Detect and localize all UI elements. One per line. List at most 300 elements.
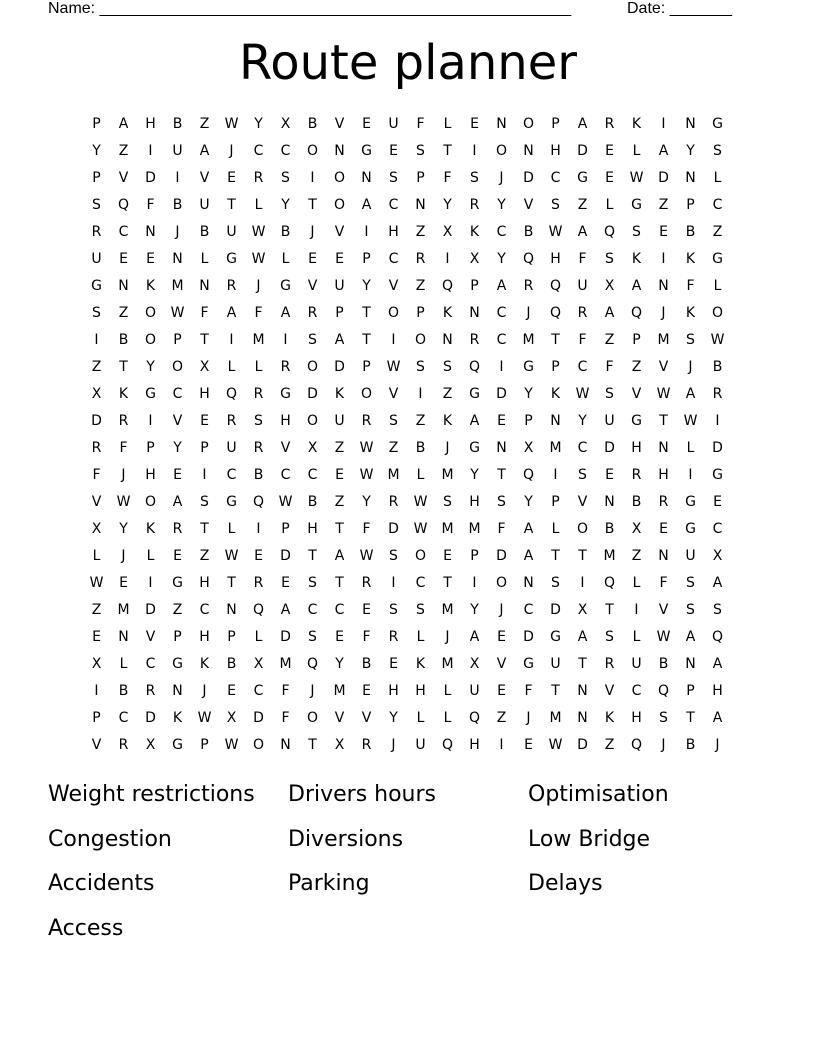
grid-letter: X: [523, 440, 534, 456]
grid-letter: L: [686, 440, 695, 456]
grid-letter: O: [306, 143, 319, 159]
grid-letter: R: [361, 575, 372, 591]
grid-letter: P: [470, 548, 479, 564]
grid-letter: G: [226, 251, 237, 267]
grid-letter: H: [199, 575, 210, 591]
grid-letter: V: [91, 494, 102, 510]
grid-letter: N: [577, 710, 588, 726]
grid-letter: A: [577, 224, 588, 240]
word-list-item: Accidents: [48, 871, 155, 896]
grid-letter: J: [661, 737, 666, 753]
grid-letter: J: [445, 440, 450, 456]
grid-letter: S: [389, 170, 398, 186]
grid-letter: U: [226, 440, 237, 456]
grid-letter: A: [118, 116, 129, 132]
grid-letter: H: [658, 467, 669, 483]
grid-letter: I: [688, 467, 693, 483]
grid-letter: N: [145, 224, 156, 240]
grid-letter: B: [307, 116, 318, 132]
grid-letter: Q: [549, 278, 562, 294]
grid-letter: V: [307, 278, 318, 294]
grid-letter: T: [578, 548, 587, 564]
grid-letter: L: [254, 197, 263, 213]
grid-letter: P: [470, 278, 479, 294]
grid-letter: G: [685, 494, 696, 510]
grid-letter: B: [280, 224, 291, 240]
grid-letter: S: [308, 629, 317, 645]
grid-letter: V: [361, 710, 372, 726]
grid-letter: P: [686, 197, 695, 213]
grid-letter: I: [445, 251, 450, 267]
grid-letter: T: [443, 143, 452, 159]
grid-letter: G: [361, 143, 372, 159]
grid-letter: I: [229, 332, 234, 348]
grid-letter: O: [144, 332, 157, 348]
grid-letter: M: [468, 521, 481, 537]
grid-letter: W: [386, 359, 401, 375]
grid-letter: W: [278, 494, 293, 510]
word-list-item: Access: [48, 915, 124, 941]
grid-letter: C: [118, 224, 129, 240]
letter-grid: [83, 111, 731, 759]
grid-letter: I: [472, 575, 477, 591]
grid-letter: Q: [468, 710, 481, 726]
grid-letter: Q: [252, 602, 265, 618]
grid-letter: S: [416, 359, 425, 375]
grid-letter: M: [441, 656, 454, 672]
grid-letter: X: [442, 224, 453, 240]
grid-letter: H: [469, 737, 480, 753]
grid-letter: T: [200, 332, 209, 348]
grid-letter: F: [146, 197, 155, 213]
grid-letter: S: [632, 224, 641, 240]
grid-letter: B: [253, 467, 264, 483]
grid-letter: Y: [470, 467, 479, 483]
grid-letter: Y: [254, 116, 263, 132]
grid-letter: A: [280, 602, 291, 618]
grid-letter: N: [469, 305, 480, 321]
grid-letter: W: [710, 332, 725, 348]
grid-letter: S: [713, 143, 722, 159]
grid-letter: E: [524, 737, 533, 753]
grid-letter: I: [148, 413, 153, 429]
grid-letter: W: [224, 548, 239, 564]
grid-letter: V: [631, 386, 642, 402]
grid-letter: N: [658, 440, 669, 456]
grid-letter: J: [526, 305, 531, 321]
grid-letter: D: [604, 440, 615, 456]
grid-letter: E: [119, 575, 128, 591]
grid-letter: C: [496, 332, 507, 348]
grid-letter: N: [280, 737, 291, 753]
grid-letter: Z: [172, 602, 183, 618]
grid-letter: C: [253, 143, 264, 159]
grid-letter: N: [496, 440, 507, 456]
grid-letter: K: [415, 656, 426, 672]
grid-letter: N: [172, 251, 183, 267]
grid-letter: S: [605, 386, 614, 402]
grid-letter: U: [631, 656, 642, 672]
grid-letter: C: [577, 440, 588, 456]
grid-letter: F: [497, 521, 506, 537]
grid-letter: P: [92, 710, 101, 726]
grid-letter: D: [496, 386, 507, 402]
grid-letter: B: [199, 224, 210, 240]
grid-letter: Z: [631, 548, 642, 564]
grid-letter: X: [469, 656, 480, 672]
grid-letter: X: [253, 656, 264, 672]
grid-letter: Y: [443, 197, 452, 213]
grid-letter: T: [497, 467, 506, 483]
grid-letter: N: [442, 332, 453, 348]
grid-letter: D: [145, 710, 156, 726]
grid-letter: V: [334, 116, 345, 132]
grid-letter: W: [656, 629, 671, 645]
word-list-item: Parking: [288, 871, 370, 896]
grid-letter: E: [335, 467, 344, 483]
grid-letter: D: [577, 143, 588, 159]
grid-letter: G: [172, 656, 183, 672]
grid-letter: A: [199, 143, 210, 159]
grid-letter: I: [148, 143, 153, 159]
grid-letter: C: [712, 197, 723, 213]
grid-letter: Y: [470, 602, 479, 618]
grid-letter: B: [523, 224, 534, 240]
grid-letter: B: [685, 737, 696, 753]
grid-letter: J: [499, 602, 504, 618]
word-list-item: Diversions: [288, 826, 404, 852]
grid-letter: Q: [630, 305, 643, 321]
grid-letter: B: [172, 116, 183, 132]
grid-letter: C: [712, 521, 723, 537]
grid-letter: T: [551, 332, 560, 348]
grid-letter: S: [470, 170, 479, 186]
grid-letter: O: [711, 305, 724, 321]
grid-letter: F: [416, 116, 425, 132]
grid-letter: V: [334, 224, 345, 240]
grid-letter: S: [686, 602, 695, 618]
grid-letter: R: [388, 629, 399, 645]
grid-letter: T: [119, 359, 128, 375]
grid-letter: S: [389, 413, 398, 429]
grid-letter: B: [118, 683, 129, 699]
grid-letter: F: [362, 521, 371, 537]
grid-letter: X: [91, 521, 102, 537]
grid-letter: X: [199, 359, 210, 375]
grid-letter: D: [253, 710, 264, 726]
grid-letter: J: [121, 467, 126, 483]
grid-letter: K: [685, 251, 696, 267]
grid-letter: A: [712, 710, 723, 726]
grid-letter: M: [549, 440, 562, 456]
grid-letter: K: [199, 656, 210, 672]
grid-letter: J: [499, 170, 504, 186]
grid-letter: Z: [199, 548, 210, 564]
grid-letter: T: [551, 683, 560, 699]
grid-letter: W: [548, 737, 563, 753]
grid-letter: P: [227, 629, 236, 645]
grid-letter: E: [362, 116, 371, 132]
grid-letter: I: [553, 467, 558, 483]
grid-letter: R: [604, 116, 615, 132]
grid-letter: Q: [306, 656, 319, 672]
grid-letter: S: [254, 413, 263, 429]
grid-letter: L: [254, 629, 263, 645]
grid-letter: L: [443, 710, 452, 726]
grid-letter: G: [280, 278, 291, 294]
grid-letter: R: [118, 737, 129, 753]
grid-letter: L: [227, 521, 236, 537]
grid-letter: T: [659, 413, 668, 429]
grid-letter: W: [359, 467, 374, 483]
grid-letter: D: [523, 629, 534, 645]
grid-letter: J: [229, 143, 234, 159]
grid-letter: X: [145, 737, 156, 753]
grid-letter: W: [89, 575, 104, 591]
grid-letter: K: [469, 224, 480, 240]
grid-letter: Y: [497, 251, 506, 267]
grid-letter: V: [334, 710, 345, 726]
grid-letter: I: [472, 143, 477, 159]
grid-letter: K: [118, 386, 129, 402]
grid-letter: P: [632, 332, 641, 348]
grid-letter: A: [469, 629, 480, 645]
grid-letter: D: [91, 413, 102, 429]
grid-letter: Q: [117, 197, 130, 213]
grid-letter: O: [171, 359, 184, 375]
grid-letter: T: [308, 548, 317, 564]
grid-letter: S: [416, 602, 425, 618]
grid-letter: T: [443, 575, 452, 591]
grid-letter: W: [683, 413, 698, 429]
grid-letter: Q: [522, 467, 535, 483]
grid-letter: T: [362, 305, 371, 321]
grid-letter: P: [173, 332, 182, 348]
grid-letter: W: [629, 170, 644, 186]
grid-letter: L: [146, 548, 155, 564]
grid-letter: F: [524, 683, 533, 699]
grid-letter: K: [145, 521, 156, 537]
name-field-label: Name: _____________________________________________________: [48, 0, 572, 17]
grid-letter: K: [334, 386, 345, 402]
grid-letter: C: [523, 602, 534, 618]
grid-letter: T: [362, 332, 371, 348]
grid-letter: M: [279, 656, 292, 672]
grid-letter: E: [200, 413, 209, 429]
grid-letter: V: [118, 170, 129, 186]
grid-letter: B: [118, 332, 129, 348]
grid-letter: G: [712, 116, 723, 132]
grid-letter: Y: [92, 143, 101, 159]
grid-letter: V: [388, 278, 399, 294]
grid-letter: V: [658, 602, 669, 618]
grid-letter: H: [199, 386, 210, 402]
grid-letter: I: [580, 575, 585, 591]
grid-letter: H: [199, 629, 210, 645]
grid-letter: Y: [686, 143, 695, 159]
grid-letter: N: [523, 575, 534, 591]
grid-letter: F: [443, 170, 452, 186]
grid-letter: V: [172, 413, 183, 429]
grid-letter: P: [200, 440, 209, 456]
grid-letter: L: [632, 629, 641, 645]
grid-letter: I: [661, 116, 666, 132]
grid-letter: C: [577, 359, 588, 375]
grid-letter: E: [281, 575, 290, 591]
grid-letter: R: [253, 575, 264, 591]
grid-letter: Z: [604, 332, 615, 348]
grid-letter: L: [632, 143, 641, 159]
grid-letter: G: [685, 521, 696, 537]
grid-letter: G: [172, 737, 183, 753]
grid-letter: F: [578, 251, 587, 267]
date-field-label: Date: _______: [627, 0, 732, 17]
grid-letter: F: [659, 575, 668, 591]
grid-letter: A: [496, 278, 507, 294]
grid-letter: A: [631, 278, 642, 294]
grid-letter: O: [333, 197, 346, 213]
grid-letter: U: [415, 737, 426, 753]
grid-letter: T: [605, 602, 614, 618]
grid-letter: A: [172, 494, 183, 510]
grid-letter: N: [172, 683, 183, 699]
grid-letter: C: [496, 305, 507, 321]
grid-letter: D: [523, 170, 534, 186]
grid-letter: R: [415, 251, 426, 267]
grid-letter: E: [173, 548, 182, 564]
grid-letter: W: [548, 224, 563, 240]
grid-letter: R: [577, 305, 588, 321]
grid-letter: L: [254, 359, 263, 375]
grid-letter: J: [310, 683, 315, 699]
grid-letter: G: [469, 386, 480, 402]
grid-letter: R: [253, 386, 264, 402]
grid-letter: V: [145, 629, 156, 645]
grid-letter: T: [200, 521, 209, 537]
grid-letter: Z: [118, 305, 129, 321]
grid-letter: J: [661, 305, 666, 321]
grid-letter: N: [685, 116, 696, 132]
grid-letter: S: [389, 602, 398, 618]
grid-letter: U: [577, 278, 588, 294]
grid-letter: Z: [712, 224, 723, 240]
grid-letter: R: [469, 197, 480, 213]
grid-letter: T: [227, 197, 236, 213]
grid-letter: I: [418, 386, 423, 402]
grid-letter: F: [362, 629, 371, 645]
grid-letter: K: [145, 278, 156, 294]
grid-letter: L: [227, 359, 236, 375]
grid-letter: R: [145, 683, 156, 699]
grid-letter: H: [145, 116, 156, 132]
grid-letter: X: [91, 656, 102, 672]
grid-letter: K: [631, 251, 642, 267]
grid-letter: T: [335, 575, 344, 591]
grid-letter: F: [92, 467, 101, 483]
grid-letter: P: [146, 440, 155, 456]
grid-letter: D: [280, 629, 291, 645]
grid-letter: N: [496, 116, 507, 132]
grid-letter: W: [413, 494, 428, 510]
grid-letter: R: [226, 413, 237, 429]
grid-letter: S: [605, 629, 614, 645]
grid-letter: P: [416, 305, 425, 321]
grid-letter: G: [145, 386, 156, 402]
grid-letter: M: [603, 548, 616, 564]
grid-letter: S: [443, 494, 452, 510]
grid-letter: I: [94, 332, 99, 348]
grid-letter: E: [227, 170, 236, 186]
grid-letter: C: [280, 467, 291, 483]
grid-letter: K: [604, 710, 615, 726]
grid-letter: N: [685, 170, 696, 186]
grid-letter: B: [604, 521, 615, 537]
grid-letter: T: [227, 575, 236, 591]
grid-letter: P: [524, 413, 533, 429]
grid-letter: E: [227, 683, 236, 699]
grid-letter: A: [334, 332, 345, 348]
grid-letter: I: [256, 521, 261, 537]
grid-letter: H: [631, 710, 642, 726]
grid-letter: K: [631, 116, 642, 132]
grid-letter: K: [442, 413, 453, 429]
grid-letter: I: [148, 575, 153, 591]
grid-letter: C: [199, 602, 210, 618]
grid-letter: M: [117, 602, 130, 618]
grid-letter: N: [415, 197, 426, 213]
grid-letter: M: [387, 467, 400, 483]
grid-letter: U: [550, 656, 561, 672]
grid-letter: M: [441, 467, 454, 483]
grid-letter: P: [416, 170, 425, 186]
grid-letter: R: [91, 224, 102, 240]
grid-letter: H: [280, 413, 291, 429]
grid-letter: R: [280, 359, 291, 375]
grid-letter: J: [526, 710, 531, 726]
grid-letter: I: [715, 413, 720, 429]
grid-letter: E: [605, 170, 614, 186]
grid-letter: M: [333, 683, 346, 699]
grid-letter: S: [200, 494, 209, 510]
grid-letter: W: [359, 440, 374, 456]
grid-letter: O: [252, 737, 265, 753]
grid-letter: C: [118, 710, 129, 726]
grid-letter: V: [658, 359, 669, 375]
grid-letter: L: [416, 710, 425, 726]
grid-letter: I: [391, 332, 396, 348]
grid-letter: C: [550, 170, 561, 186]
word-list-item: Weight restrictions: [48, 782, 255, 807]
grid-letter: R: [361, 737, 372, 753]
grid-letter: Y: [119, 521, 128, 537]
grid-letter: E: [659, 224, 668, 240]
grid-letter: W: [251, 251, 266, 267]
grid-letter: U: [334, 413, 345, 429]
grid-letter: D: [712, 440, 723, 456]
grid-letter: D: [307, 386, 318, 402]
grid-letter: T: [686, 710, 695, 726]
grid-letter: N: [658, 278, 669, 294]
grid-letter: N: [658, 548, 669, 564]
grid-letter: N: [118, 278, 129, 294]
grid-letter: A: [226, 305, 237, 321]
grid-letter: Z: [388, 440, 399, 456]
grid-letter: C: [226, 467, 237, 483]
grid-letter: R: [253, 440, 264, 456]
grid-letter: E: [119, 251, 128, 267]
grid-letter: A: [577, 116, 588, 132]
grid-letter: Q: [441, 278, 454, 294]
